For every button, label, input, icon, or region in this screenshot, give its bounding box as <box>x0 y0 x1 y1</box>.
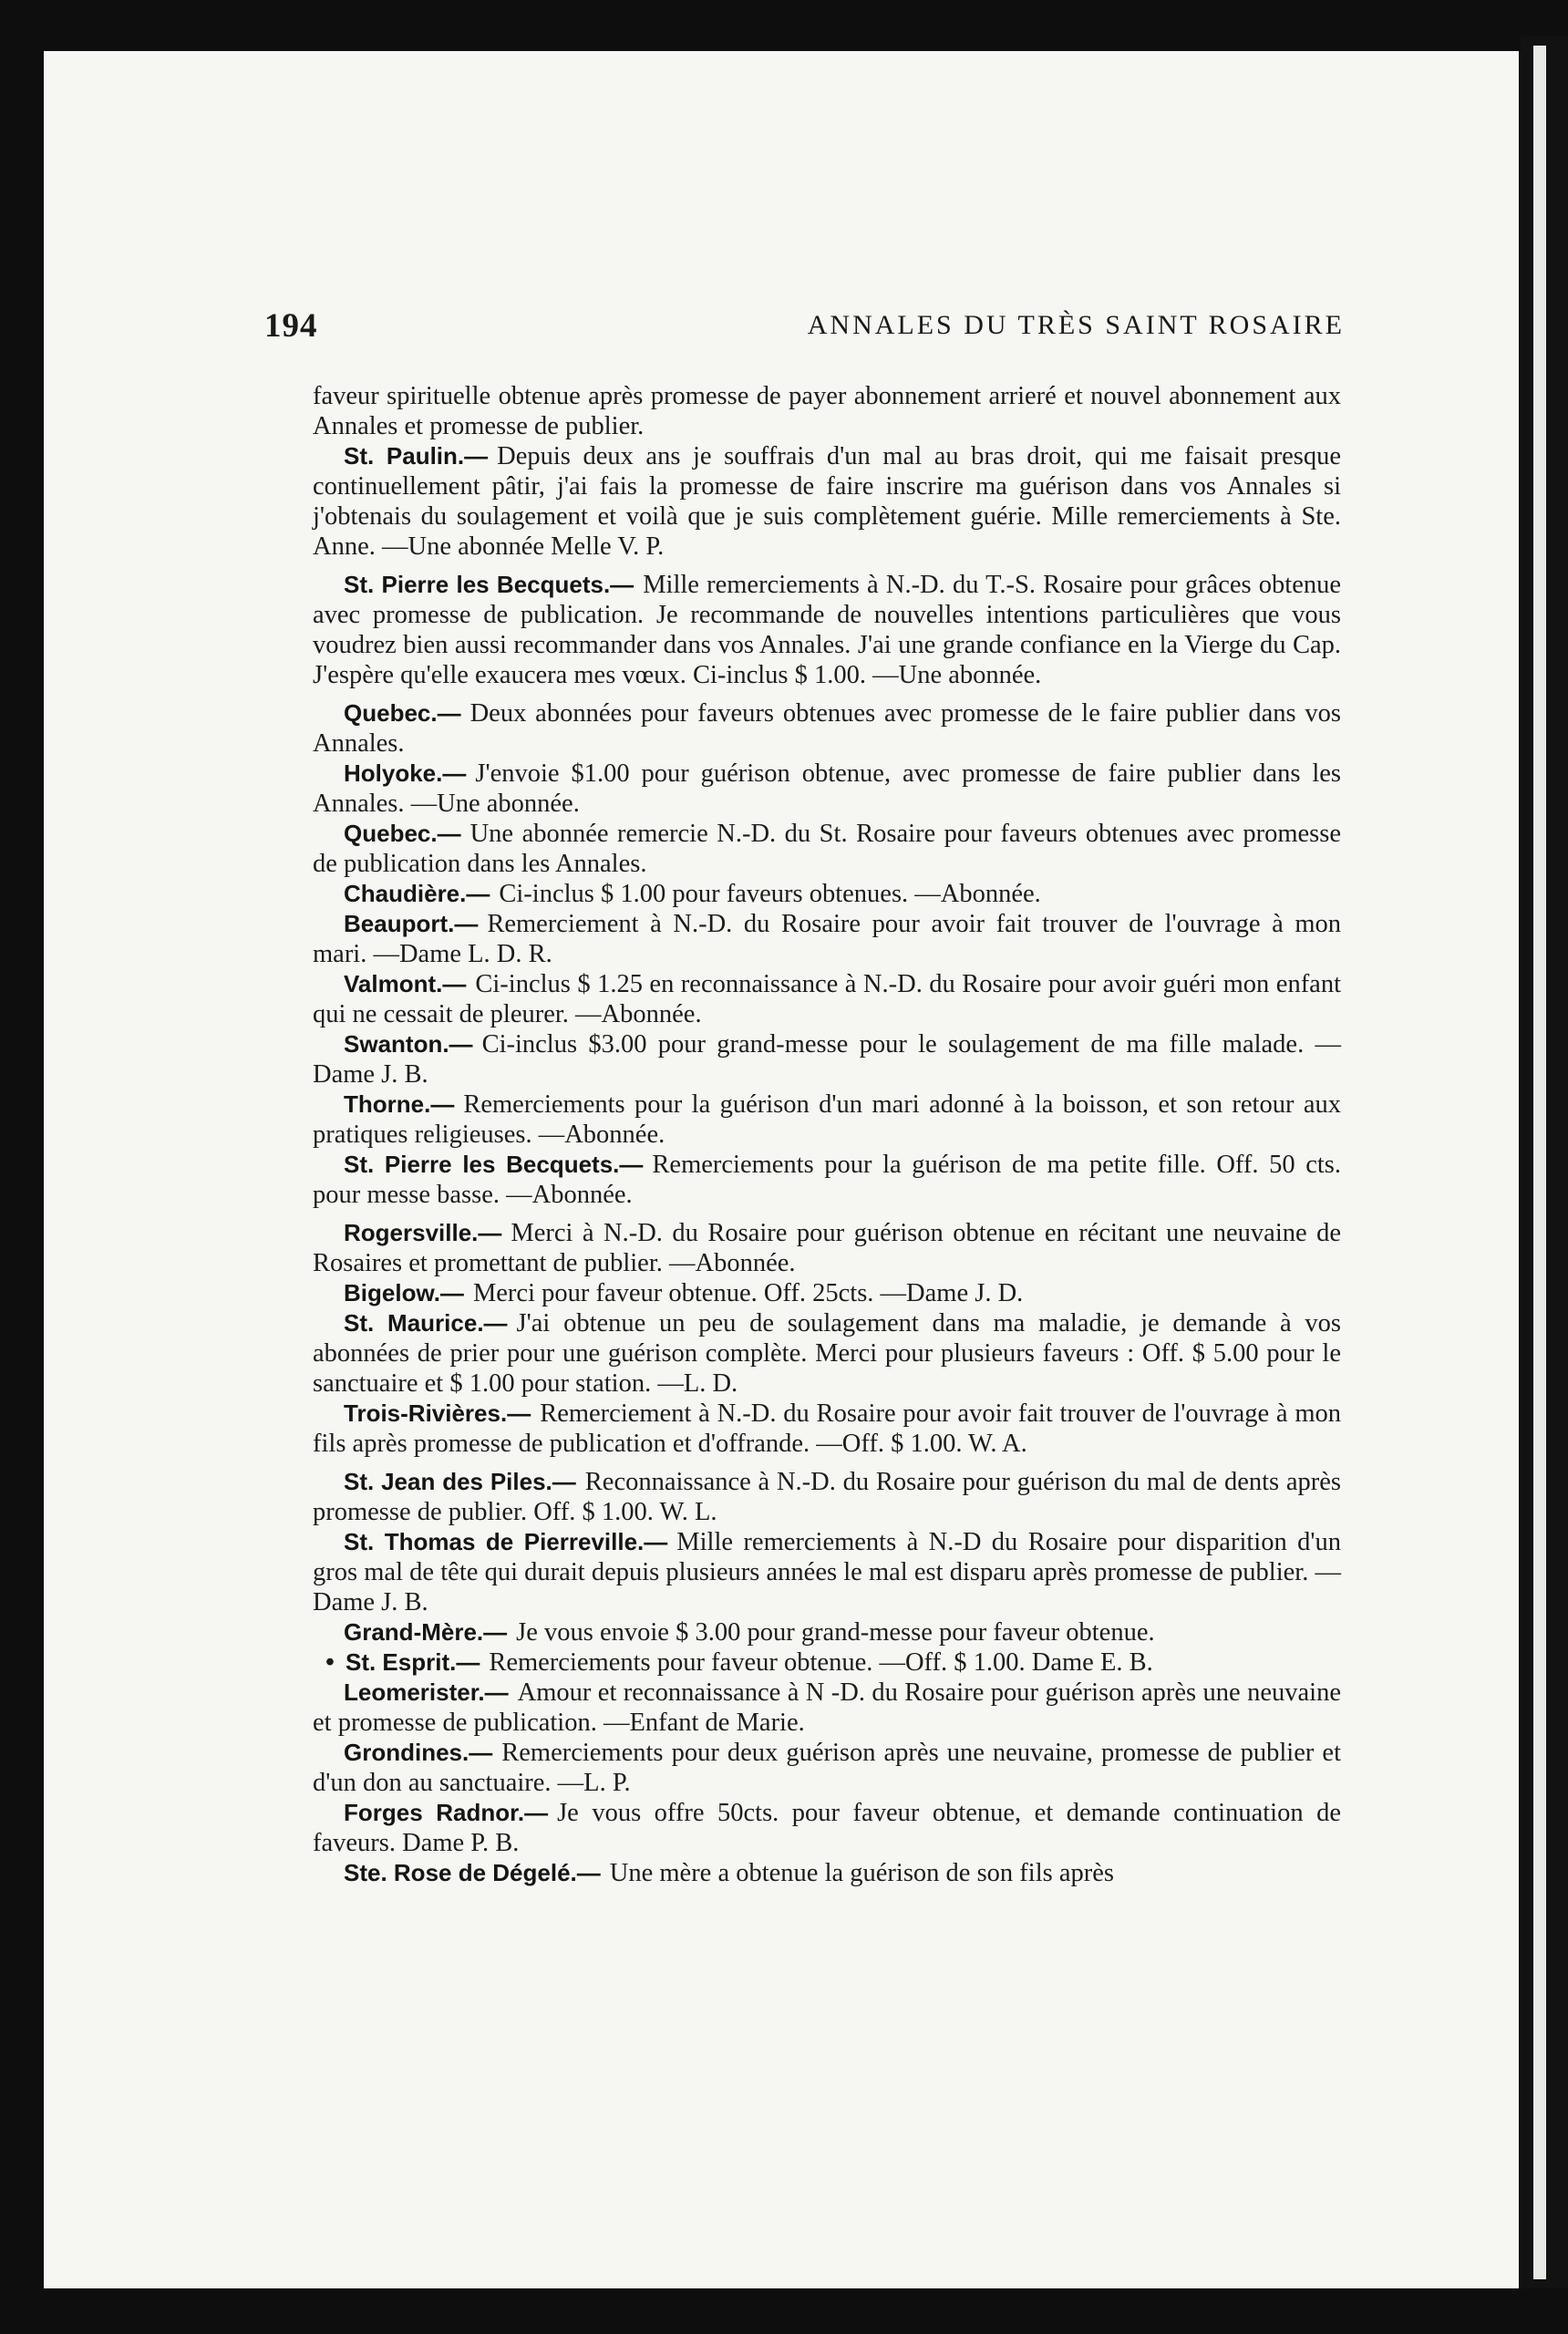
entry-text: Une mère a obtenue la guérison de son fils après <box>609 1859 1114 1887</box>
entry-place: St. Pierre les Becquets.— <box>344 1151 644 1178</box>
entry-st-esprit <box>313 1647 1341 1678</box>
entry-text: Ci-inclus $ 1.25 en reconnaissance à N.-D. du Rosaire pour avoir guéri mon enfant qui ne cessait de pleurer. —Abonnée. <box>313 970 1341 1028</box>
entry-holyoke <box>313 759 1341 819</box>
entry-place: St. Thomas de Pierreville.— <box>344 1528 668 1555</box>
facing-page-strip <box>1533 46 1546 2279</box>
entry-leomerister <box>313 1678 1341 1738</box>
entry-place: Bigelow.— <box>344 1279 464 1306</box>
entry-text: Remerciements pour faveur obtenue. —Off. $ 1.00. Dame E. B. <box>489 1648 1153 1677</box>
entry-place: Ste. Rose de Dégelé.— <box>344 1859 601 1886</box>
entry-text: Remerciement à N.-D. du Rosaire pour avoir fait trouver de l'ouvrage à mon fils après promesse de publication et d'offrande. —Off. $ 1.00. W. A. <box>313 1399 1341 1458</box>
entry-st-pierre-les-becquets-2 <box>313 1150 1341 1210</box>
entry-valmont <box>313 969 1341 1029</box>
entry-trois-rivieres <box>313 1399 1341 1459</box>
entry-place: Beauport.— <box>344 910 479 937</box>
entry-text: Je vous envoie $ 3.00 pour grand-messe pour faveur obtenue. <box>516 1618 1155 1647</box>
entry-ste-rose-de-degele <box>313 1858 1341 1888</box>
running-header <box>264 306 1345 352</box>
entry-st-maurice <box>313 1308 1341 1399</box>
facing-page-edge <box>1521 36 1568 2288</box>
entry-text: Mille remerciements à N.-D. du T.-S. Rosaire pour grâces obtenue avec promesse de publication. Je recommande de nouvelles intentions particulières que vous voudrez bien aussi recommander dans vos Annales. J'ai une grande confiance en la Vierge du Cap. J'espère qu'elle exaucera mes vœux. Ci-inclus $ 1.00. —Une abonnée. <box>313 571 1341 689</box>
entry-text: Mille remerciements à N.-D du Rosaire pour disparition d'un gros mal de tête qui durait depuis plusieurs années le mal est disparu après promesse de publier. —Dame J. B. <box>313 1528 1341 1616</box>
entry-bigelow <box>313 1278 1341 1308</box>
entry-st-pierre-les-becquets <box>313 570 1341 690</box>
entry-thorne <box>313 1090 1341 1150</box>
opening-paragraph: faveur spirituelle obtenue après promesse de payer abonnement arrieré et nouvel abonnement aux Annales et promesse de publier. <box>313 382 1341 440</box>
entry-place: Trois-Rivières.— <box>344 1399 531 1427</box>
entry-beauport <box>313 909 1341 969</box>
entry-text: Merci pour faveur obtenue. Off. 25cts. —Dame J. D. <box>472 1279 1024 1307</box>
entry-place: St. Pierre les Becquets.— <box>344 571 634 598</box>
entry-rogersville <box>313 1218 1341 1278</box>
page-number: 194 <box>264 307 318 345</box>
entry-chaudiere <box>313 879 1341 909</box>
entry-place: Quebec.— <box>344 699 461 727</box>
entry-text: Merci à N.-D. du Rosaire pour guérison obtenue en récitant une neuvaine de Rosaires et promettant de publier. —Abonnée. <box>313 1219 1341 1277</box>
entry-text: Remerciement à N.-D. du Rosaire pour avoir fait trouver de l'ouvrage à mon mari. —Dame L. D. R. <box>313 910 1341 968</box>
entry-text: J'envoie $1.00 pour guérison obtenue, avec promesse de faire publier dans les Annales. —Une abonnée. <box>313 759 1341 818</box>
entry-text: Ci-inclus $ 1.00 pour faveurs obtenues. —Abonnée. <box>499 880 1041 908</box>
entry-place: Grand-Mère.— <box>344 1618 508 1646</box>
entry-text: Ci-inclus $3.00 pour grand-messe pour le soulagement de ma fille malade. —Dame J. B. <box>313 1030 1341 1089</box>
entry-place: Valmont.— <box>344 970 467 997</box>
entry-place: Forges Radnor.— <box>344 1799 549 1826</box>
entry-text: Je vous offre 50cts. pour faveur obtenue, et demande continuation de faveurs. Dame P. B. <box>313 1799 1341 1857</box>
entry-place: Chaudière.— <box>344 880 490 907</box>
entry-place: Swanton.— <box>344 1030 473 1058</box>
entry-text: Remerciements pour deux guérison après une neuvaine, promesse de publier et d'un don au sanctuaire. —L. P. <box>313 1739 1341 1797</box>
entry-text: Deux abonnées pour faveurs obtenues avec promesse de le faire publier dans vos Annales. <box>313 699 1341 758</box>
running-title: ANNALES DU TRÈS SAINT ROSAIRE <box>807 310 1345 340</box>
entry-text: Une abonnée remercie N.-D. du St. Rosaire pour faveurs obtenues avec promesse de publication dans les Annales. <box>313 820 1341 878</box>
entry-st-paulin <box>313 441 1341 562</box>
entry-place: St. Paulin.— <box>344 442 489 470</box>
body-text <box>313 381 1341 1888</box>
entry-swanton <box>313 1029 1341 1090</box>
bullet-mark: • <box>325 1648 335 1677</box>
entry-text: Remerciements pour la guérison de ma petite fille. Off. 50 cts. pour messe basse. —Abonnée. <box>313 1151 1341 1209</box>
entry-forges-radnor <box>313 1798 1341 1858</box>
entry-grand-mere <box>313 1617 1341 1647</box>
entry-place: St. Esprit.— <box>345 1648 480 1676</box>
entry-text: Depuis deux ans je souffrais d'un mal au bras droit, qui me faisait presque continuellement pâtir, j'ai fais la promesse de faire inscrire ma guérison dans vos Annales si j'obtenais du soulagement et voilà que je suis complètement guérie. Mille remerciements à Ste. Anne. —Une abonnée Melle V. P. <box>313 442 1341 561</box>
entry-st-thomas-de-pierreville <box>313 1527 1341 1617</box>
entry-place: Holyoke.— <box>344 759 467 787</box>
entry-place: Grondines.— <box>344 1739 493 1766</box>
entry-text: Reconnaissance à N.-D. du Rosaire pour guérison du mal de dents après promesse de publier. Off. $ 1.00. W. L. <box>313 1468 1342 1526</box>
entry-place: St. Jean des Piles.— <box>344 1468 576 1495</box>
entry-text: Remerciements pour la guérison d'un mari adonné à la boisson, et son retour aux pratiques religieuses. —Abonnée. <box>313 1090 1341 1149</box>
entry-text: Amour et reconnaissance à N -D. du Rosaire pour guérison après une neuvaine et promesse de publication. —Enfant de Marie. <box>313 1678 1341 1737</box>
entry-grondines <box>313 1738 1341 1798</box>
entry-st-jean-des-piles <box>313 1467 1341 1527</box>
entry-place: Thorne.— <box>344 1090 455 1118</box>
entry-text: J'ai obtenue un peu de soulagement dans ma maladie, je demande à vos abonnées de prier pour une guérison complète. Merci pour plusieurs faveurs : Off. $ 5.00 pour le sanctuaire et $ 1.00 pour station. —L. D. <box>313 1309 1341 1398</box>
entry-place: St. Maurice.— <box>344 1309 508 1337</box>
entry-place: Rogersville.— <box>344 1219 502 1246</box>
entry-place: Quebec.— <box>344 820 461 847</box>
entry-quebec-2 <box>313 819 1341 879</box>
entry-quebec <box>313 698 1341 759</box>
entry-place: Leomerister.— <box>344 1678 509 1706</box>
